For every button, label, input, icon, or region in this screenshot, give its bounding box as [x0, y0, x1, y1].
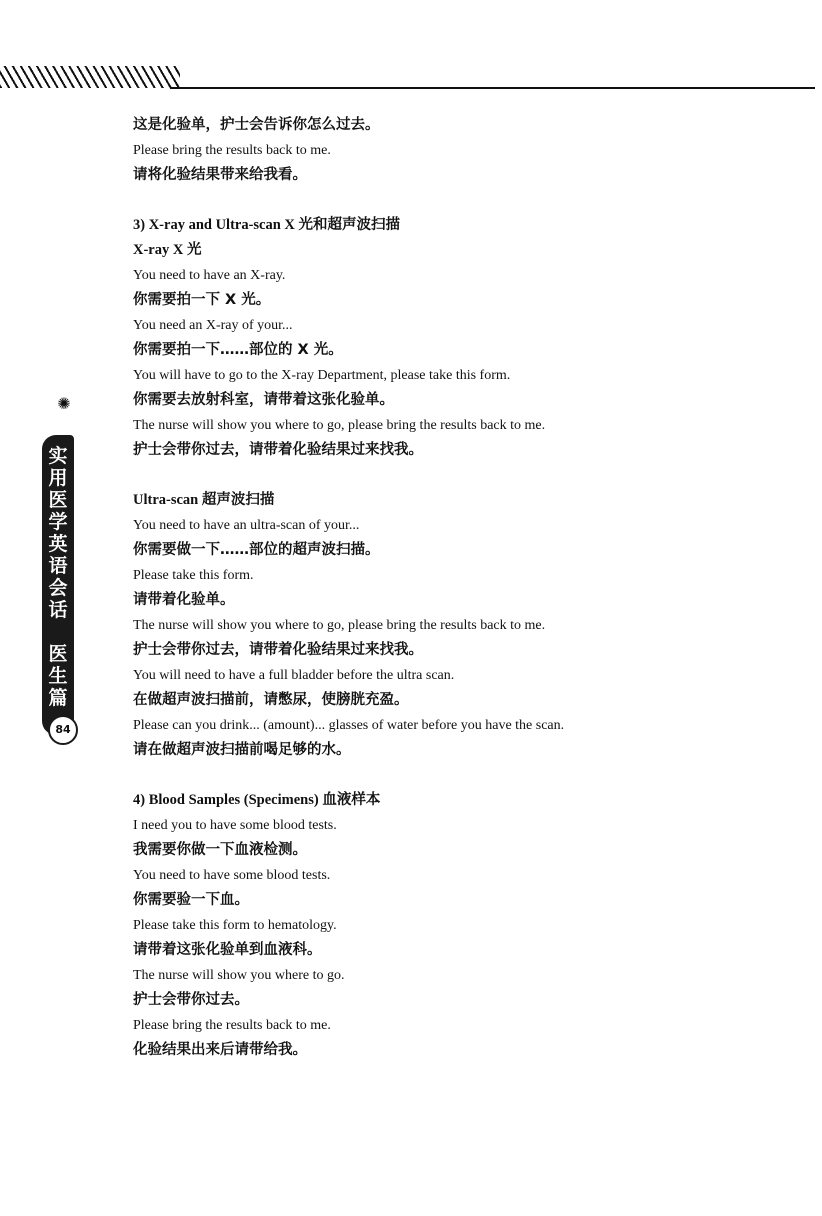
- paragraph-gap: [133, 188, 793, 213]
- chinese-translation: 在做超声波扫描前，请憋尿，使膀胱充盈。: [133, 692, 409, 708]
- section-heading-zh: 光和超声波扫描: [298, 217, 401, 233]
- chinese-translation: 我需要你做一下血液检测。: [133, 842, 307, 858]
- chinese-translation: 请带着化验单。: [133, 592, 235, 608]
- book-title: 实用医学英语会话: [48, 445, 68, 621]
- chinese-translation: 护士会带你过去。: [133, 992, 249, 1008]
- section-heading-en: Ultra-scan: [133, 492, 202, 508]
- section-heading-zh: 超声波扫描: [201, 492, 275, 508]
- section-heading-en: 4) Blood Samples (Specimens): [133, 792, 323, 808]
- english-sentence: You need to have some blood tests.: [133, 868, 331, 883]
- chinese-translation: 你需要验一下血。: [133, 892, 249, 908]
- page-header: [0, 66, 822, 90]
- english-sentence: The nurse will show you where to go, please bring the results back to me.: [133, 618, 546, 633]
- english-sentence: The nurse will show you where to go, please bring the results back to me.: [133, 418, 546, 433]
- section-heading: [133, 788, 793, 813]
- chinese-translation: 你需要拍一下……部位的 X 光。: [133, 342, 343, 358]
- page-number: 84: [48, 715, 78, 745]
- section-heading: [133, 238, 793, 263]
- page-body: [133, 113, 793, 1063]
- chinese-translation: 你需要做一下……部位的超声波扫描。: [133, 542, 380, 558]
- chinese-translation: 请在做超声波扫描前喝足够的水。: [133, 742, 351, 758]
- english-sentence: Please take this form to hematology.: [133, 918, 337, 933]
- chinese-translation: 请将化验结果带来给我看。: [133, 167, 307, 183]
- english-sentence: You need an X-ray of your...: [133, 318, 293, 333]
- english-sentence: Please can you drink... (amount)... glasses of water before you have the scan.: [133, 718, 565, 733]
- english-sentence: You will have to go to the X-ray Department, please take this form.: [133, 368, 511, 383]
- section-heading-en: 3) X-ray and Ultra-scan X: [133, 217, 299, 233]
- chinese-translation: 请带着这张化验单到血液科。: [133, 942, 322, 958]
- section-heading: [133, 213, 793, 238]
- english-sentence: I need you to have some blood tests.: [133, 818, 337, 833]
- section-heading-zh: 光: [186, 242, 202, 258]
- book-subtitle: 医生篇: [48, 643, 68, 709]
- chinese-translation: 护士会带你过去，请带着化验结果过来找我。: [133, 642, 423, 658]
- side-tab: [40, 395, 80, 755]
- chinese-translation: 你需要去放射科室，请带着这张化验单。: [133, 392, 394, 408]
- english-sentence: The nurse will show you where to go.: [133, 968, 345, 983]
- chinese-translation: 化验结果出来后请带给我。: [133, 1042, 307, 1058]
- section-heading-zh: 血液样本: [322, 792, 381, 808]
- chinese-translation: 护士会带你过去，请带着化验结果过来找我。: [133, 442, 423, 458]
- english-sentence: You need to have an X-ray.: [133, 268, 286, 283]
- header-hatch-decoration: [0, 66, 180, 88]
- chinese-translation: 这是化验单，护士会告诉你怎么过去。: [133, 117, 380, 133]
- paragraph-gap: [133, 763, 793, 788]
- paragraph-gap: [133, 463, 793, 488]
- english-sentence: Please take this form.: [133, 568, 254, 583]
- sparkle-icon: ✺: [57, 394, 71, 413]
- chinese-translation: 你需要拍一下 X 光。: [133, 292, 271, 308]
- english-sentence: Please bring the results back to me.: [133, 1018, 331, 1033]
- section-heading-en: X-ray X: [133, 242, 187, 258]
- english-sentence: Please bring the results back to me.: [133, 143, 331, 158]
- header-rule: [170, 87, 815, 89]
- section-heading: [133, 488, 793, 513]
- english-sentence: You need to have an ultra-scan of your...: [133, 518, 360, 533]
- english-sentence: You will need to have a full bladder before the ultra scan.: [133, 668, 455, 683]
